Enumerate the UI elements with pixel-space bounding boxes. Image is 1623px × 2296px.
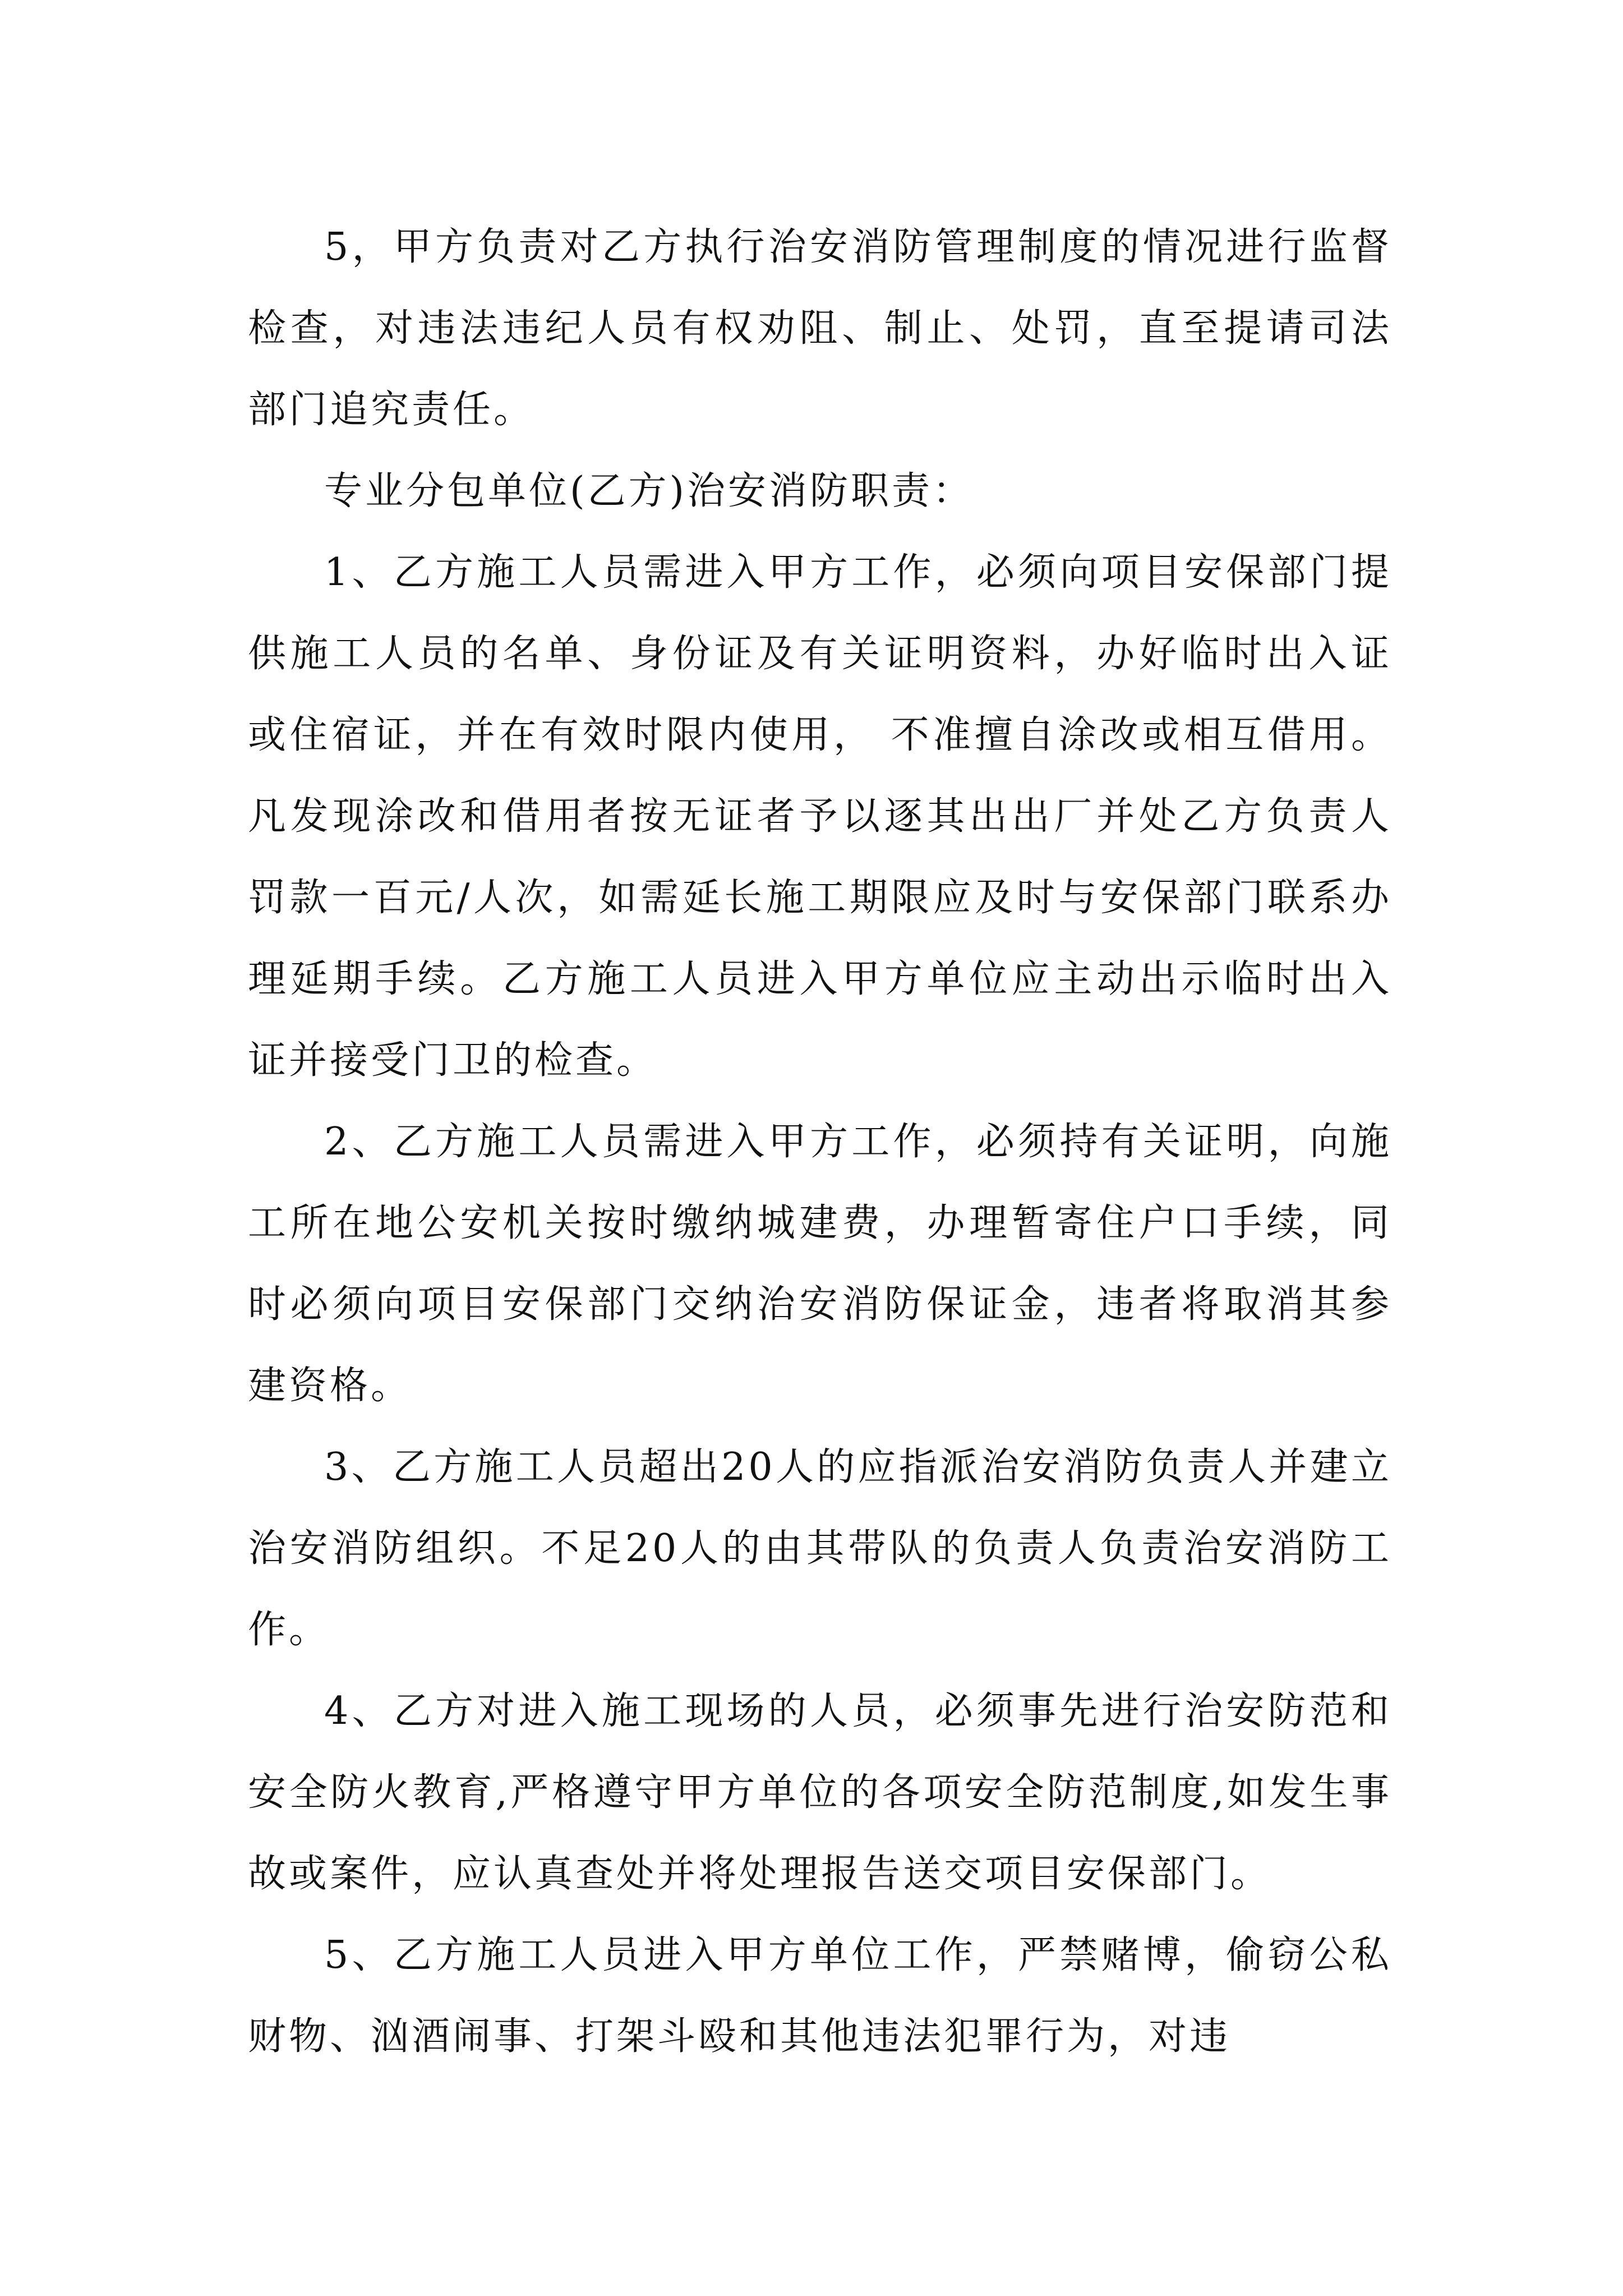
- paragraph-clause-3: 3、乙方施工人员超出20人的应指派治安消防负责人并建立治安消防组织。不足20人的由其带队的负责人负责治安消防工作。: [248, 1445, 1392, 1652]
- paragraph-clause-2: 2、乙方施工人员需进入甲方工作，必须持有关证明，向施工所在地公安机关按时缴纳城建费，办理暂寄住户口手续，同时必须向项目安保部门交纳治安消防保证金，违者将取消其参建资格。: [248, 1120, 1392, 1408]
- paragraph-heading-party-b-duties: 专业分包单位(乙方)治安消防职责：: [324, 469, 974, 513]
- paragraph-clause-1: 1、乙方施工人员需进入甲方工作，必须向项目安保部门提供施工人员的名单、身份证及有关证明资料，办好临时出入证或住宿证，并在有效时限内使用， 不准擅自涂改或相互借用。凡发现涂改和借用者按无证者予以逐其出出厂并处乙方负责人罚款一百元/人次，如需延长施工期限应及时与安保部门联系办理延期手续。乙方施工人员进入甲方单位应主动出示临时出入证并接受门卫的检查。: [248, 550, 1392, 1083]
- paragraph-clause-5: 5、乙方施工人员进入甲方单位工作，严禁赌博，偷窃公私财物、汹酒闹事、打架斗殴和其他违法犯罪行为，对违: [248, 1933, 1392, 2059]
- paragraph-clause-4: 4、乙方对进入施工现场的人员，必须事先进行治安防范和安全防火教育,严格遵守甲方单位的各项安全防范制度,如发生事故或案件，应认真查处并将处理报告送交项目安保部门。: [248, 1689, 1392, 1896]
- paragraph-clause-5-party-a: 5，甲方负责对乙方执行治安消防管理制度的情况进行监督检查，对违法违纪人员有权劝阻、制止、处罚，直至提请司法部门追究责任。: [248, 225, 1392, 432]
- document-body: [248, 206, 1392, 2077]
